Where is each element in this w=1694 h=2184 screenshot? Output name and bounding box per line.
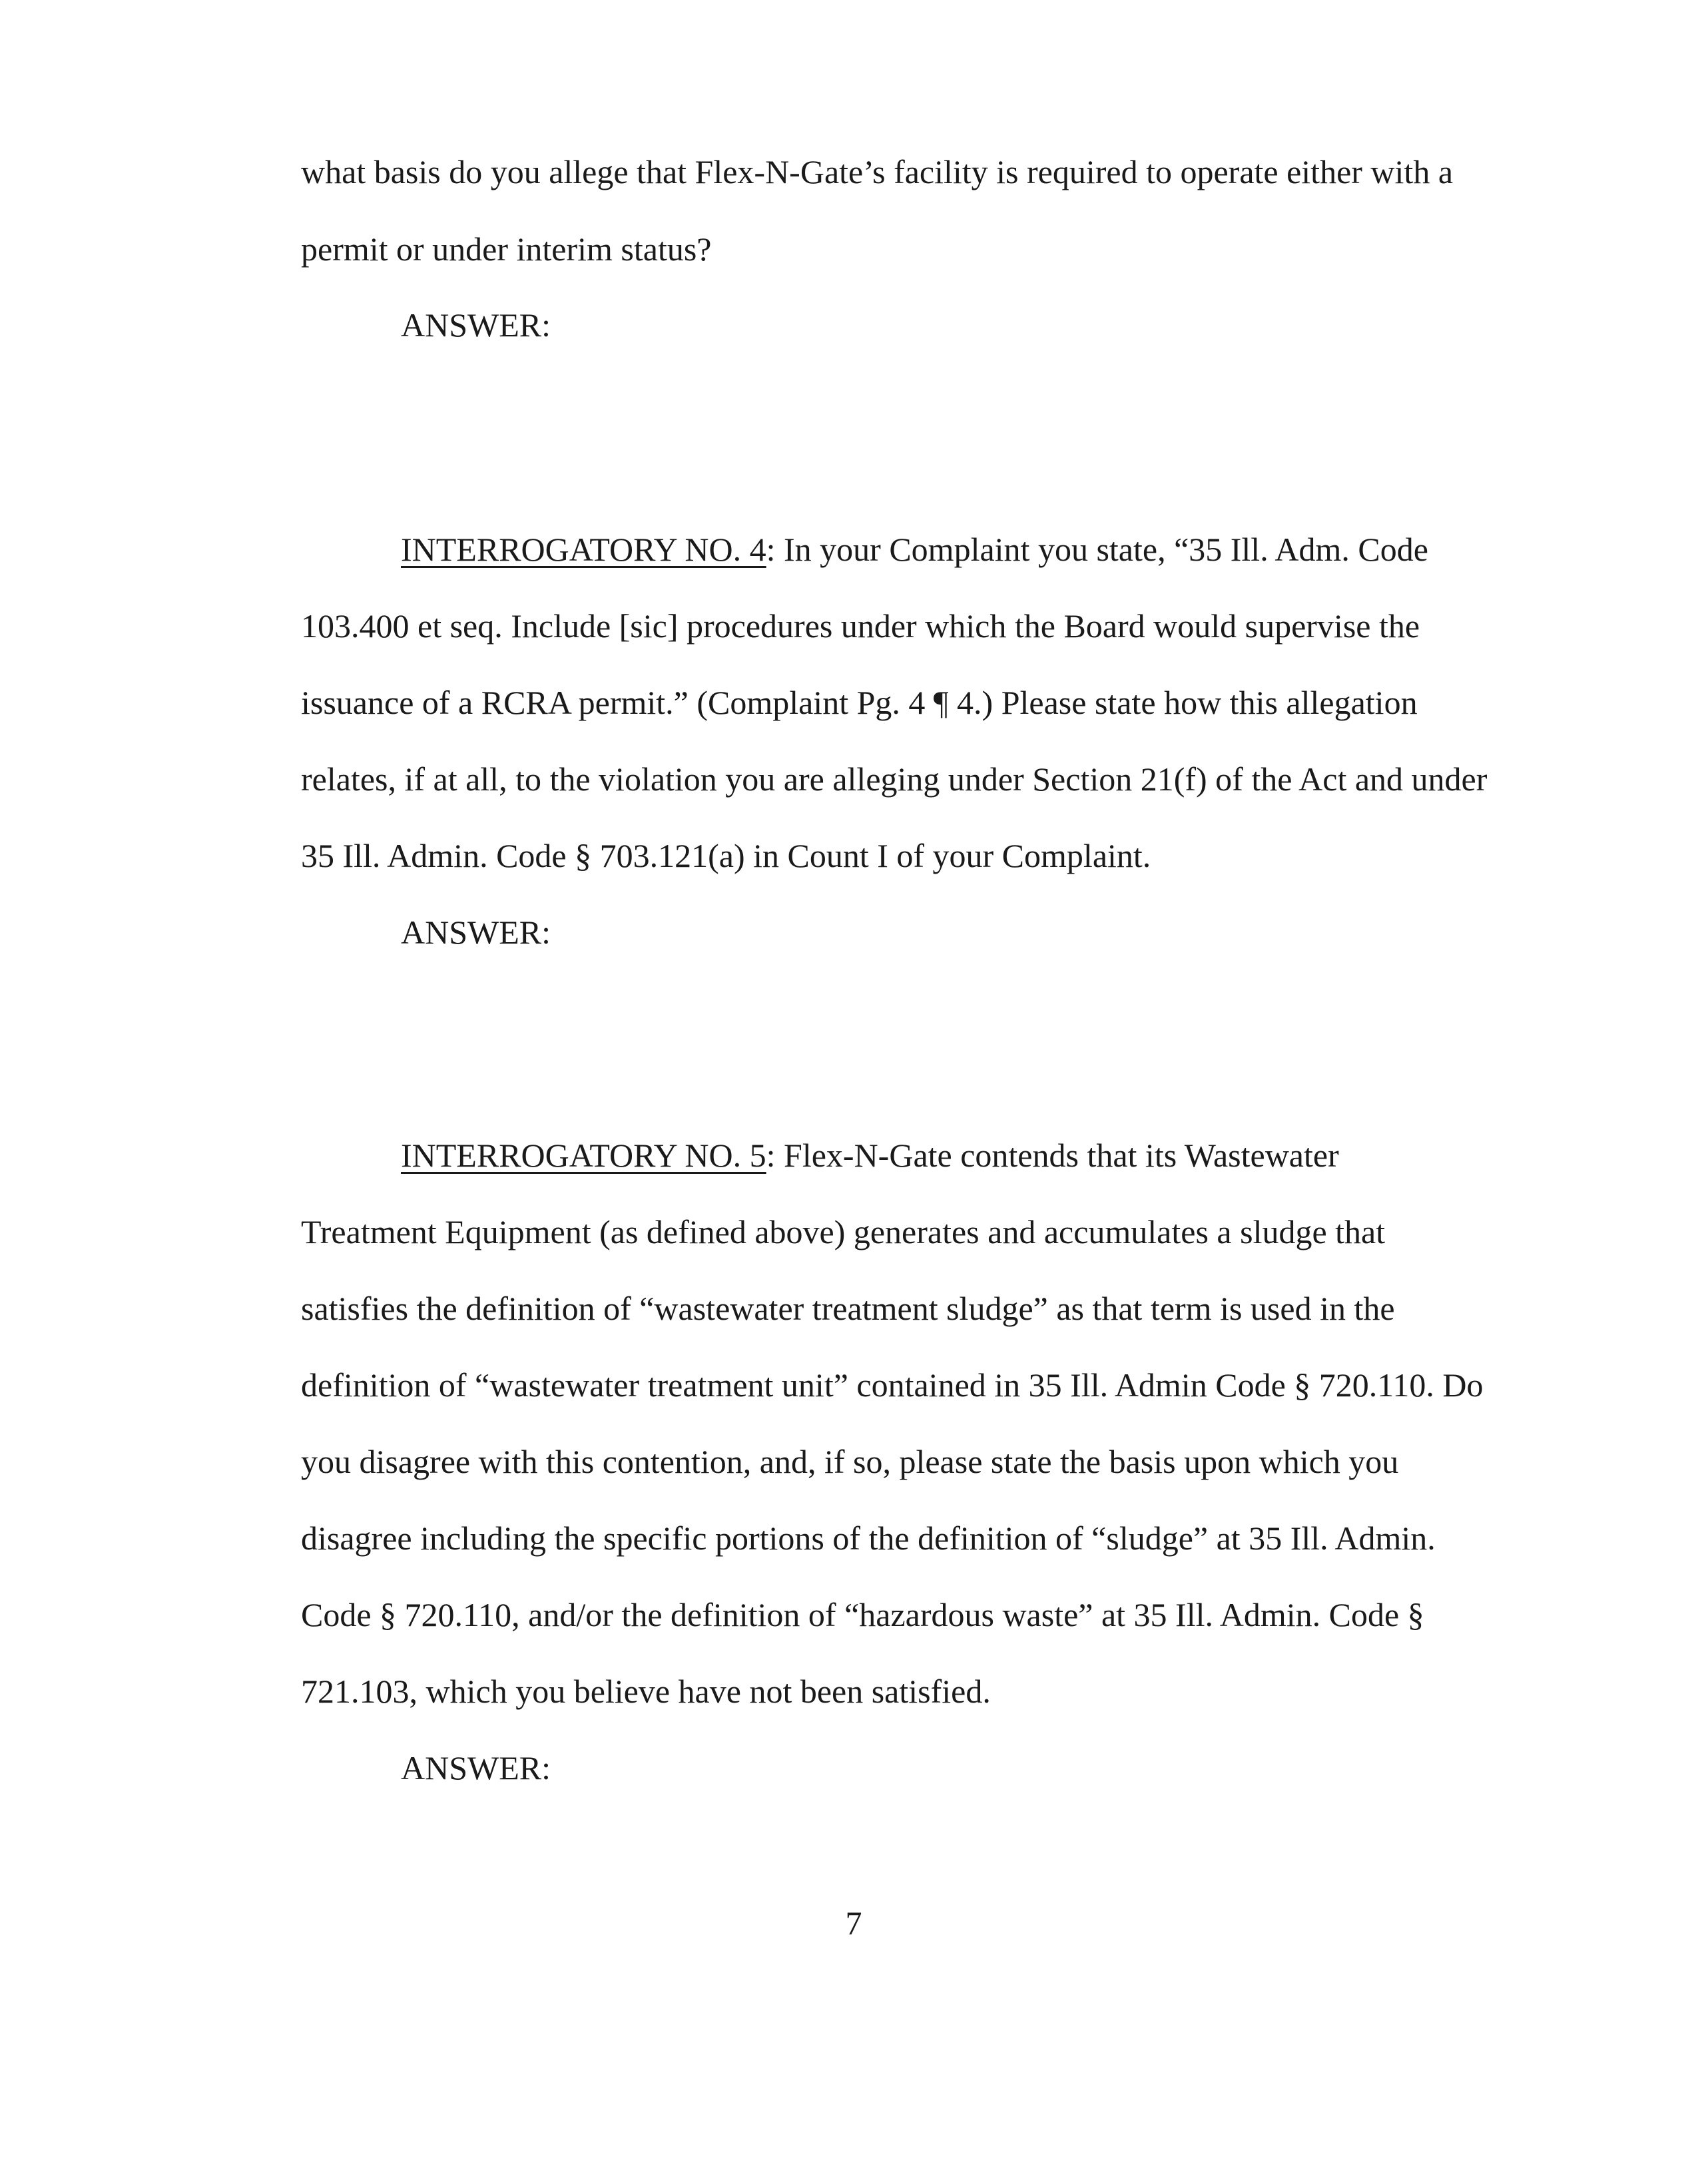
interrogatory-5-heading: INTERROGATORY NO. 5: [401, 1137, 766, 1174]
answer-label: ANSWER:: [401, 306, 551, 344]
paragraph-line: satisfies the definition of “wastewater treatment sludge” as that term is used in the: [301, 1290, 1395, 1327]
paragraph-line: Treatment Equipment (as defined above) generates and accumulates a sludge that: [301, 1213, 1386, 1250]
paragraph-line: 103.400 et seq. Include [sic] procedures under which the Board would supervise the: [301, 607, 1420, 645]
answer-label: ANSWER:: [401, 1749, 551, 1786]
paragraph-line: permit or under interim status?: [301, 230, 712, 268]
paragraph-line: what basis do you allege that Flex-N-Gate’s facility is required to operate either with a: [301, 153, 1454, 190]
interrogatory-5-first-line: [401, 1135, 1339, 1175]
paragraph-line: 721.103, which you believe have not been satisfied.: [301, 1673, 991, 1710]
paragraph-line: definition of “wastewater treatment unit” contained in 35 Ill. Admin Code § 720.110. Do: [301, 1366, 1484, 1404]
paragraph-line: issuance of a RCRA permit.” (Complaint Pg. 4 ¶ 4.) Please state how this allegation: [301, 684, 1418, 721]
interrogatory-5-text: : Flex-N-Gate contends that its Wastewater: [766, 1137, 1339, 1174]
answer-label: ANSWER:: [401, 914, 551, 951]
paragraph-line: disagree including the specific portions of the definition of “sludge” at 35 Ill. Admin.: [301, 1519, 1436, 1557]
paragraph-line: relates, if at all, to the violation you are alleging under Section 21(f) of the Act and under: [301, 760, 1488, 798]
page-number: 7: [845, 1904, 862, 1942]
paragraph-line: 35 Ill. Admin. Code § 703.121(a) in Count I of your Complaint.: [301, 837, 1151, 874]
paragraph-line: you disagree with this contention, and, if so, please state the basis upon which you: [301, 1443, 1399, 1480]
interrogatory-4-text: : In your Complaint you state, “35 Ill. Adm. Code: [766, 531, 1428, 568]
paragraph-line: Code § 720.110, and/or the definition of “hazardous waste” at 35 Ill. Admin. Code §: [301, 1596, 1424, 1633]
interrogatory-4-heading: INTERROGATORY NO. 4: [401, 531, 766, 568]
interrogatory-4-first-line: [401, 529, 1428, 569]
